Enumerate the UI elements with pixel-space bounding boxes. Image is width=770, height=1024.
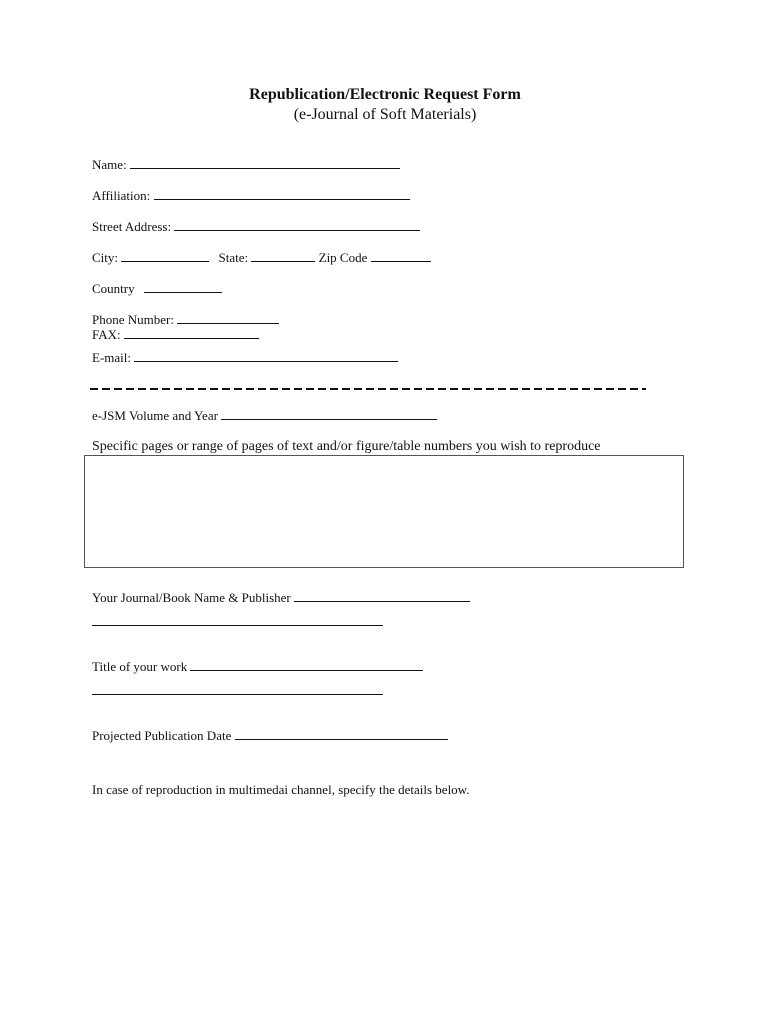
volume-year-field[interactable] xyxy=(221,408,437,420)
zip-field[interactable] xyxy=(371,250,431,262)
pub-date-label: Projected Publication Date xyxy=(92,728,232,743)
title-work-row xyxy=(92,659,423,675)
journal-book-row xyxy=(92,590,470,606)
country-label: Country xyxy=(92,281,135,296)
pub-date-field[interactable] xyxy=(235,728,448,740)
pub-date-row xyxy=(92,728,448,744)
form-title: Republication/Electronic Request Form xyxy=(249,86,521,103)
title-work-field[interactable] xyxy=(190,659,423,671)
affiliation-field[interactable] xyxy=(154,188,410,200)
form-subtitle: (e-Journal of Soft Materials) xyxy=(293,106,477,123)
journal-book-field-continued[interactable] xyxy=(92,625,383,626)
street-field[interactable] xyxy=(174,219,420,231)
affiliation-row xyxy=(92,188,410,204)
dashed-separator xyxy=(90,388,646,390)
city-state-zip-row xyxy=(92,250,431,266)
multimedia-note: In case of reproduction in multimedai channel, specify the details below. xyxy=(92,782,470,797)
state-label: State: xyxy=(218,250,249,265)
volume-year-label: e-JSM Volume and Year xyxy=(92,408,218,423)
zip-label: Zip Code xyxy=(318,250,368,265)
volume-year-row xyxy=(92,408,437,424)
pages-prompt: Specific pages or range of pages of text and/or figure/table numbers you wish to reproduce xyxy=(92,439,601,454)
fax-label: FAX: xyxy=(92,327,121,342)
street-row xyxy=(92,219,420,235)
email-field[interactable] xyxy=(134,350,398,362)
journal-book-label: Your Journal/Book Name & Publisher xyxy=(92,590,291,605)
email-row xyxy=(92,350,398,366)
email-label: E-mail: xyxy=(92,350,131,365)
phone-row xyxy=(92,312,279,328)
name-row xyxy=(92,157,400,173)
phone-field[interactable] xyxy=(177,312,279,324)
phone-label: Phone Number: xyxy=(92,312,174,327)
affiliation-label: Affiliation: xyxy=(92,188,151,203)
journal-book-field[interactable] xyxy=(294,590,470,602)
city-field[interactable] xyxy=(121,250,209,262)
country-field[interactable] xyxy=(144,281,222,293)
fax-field[interactable] xyxy=(124,327,259,339)
fax-row xyxy=(92,327,259,343)
title-work-field-continued[interactable] xyxy=(92,694,383,695)
title-work-label: Title of your work xyxy=(92,659,188,674)
city-label: City: xyxy=(92,250,119,265)
name-label: Name: xyxy=(92,157,127,172)
state-field[interactable] xyxy=(251,250,315,262)
country-row xyxy=(92,281,222,297)
pages-textarea[interactable] xyxy=(84,455,684,568)
name-field[interactable] xyxy=(130,157,400,169)
street-label: Street Address: xyxy=(92,219,172,234)
